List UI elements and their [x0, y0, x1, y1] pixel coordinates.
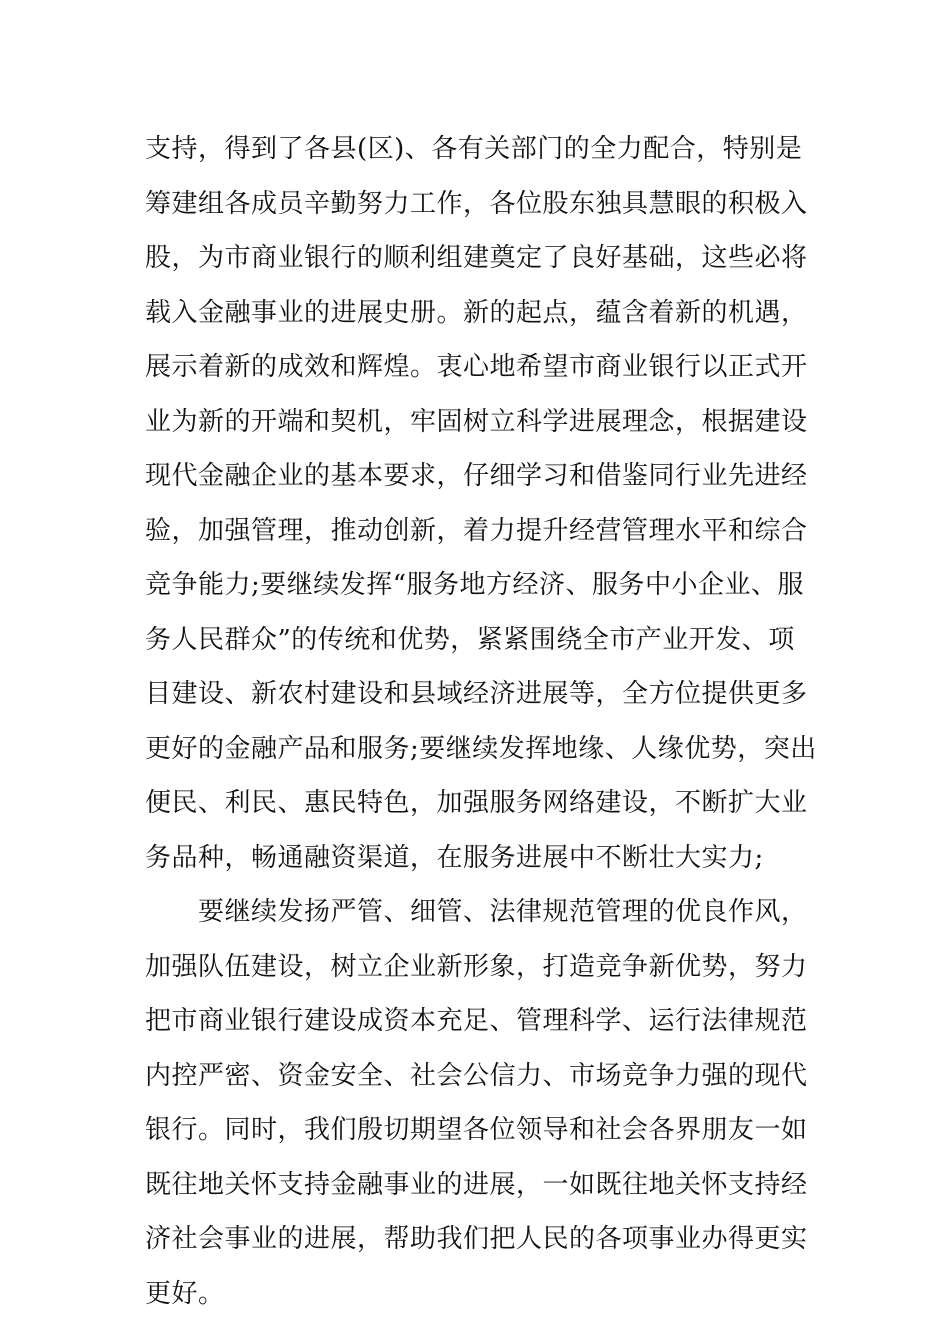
text-line: 银行。同时，我们殷切期望各位领导和社会各界朋友一如 — [145, 1115, 808, 1145]
text-line: 既往地关怀支持金融事业的进展，一如既往地关怀支持经 — [145, 1169, 808, 1200]
text-line: 验，加强管理，推动创新，着力提升经营管理水平和综合 — [145, 515, 808, 546]
text-line: 更好的金融产品和服务;要继续发挥地缘、人缘优势，突出 — [145, 733, 817, 764]
text-line: 竞争能力;要继续发挥“服务地方经济、服务中小企业、服 — [145, 570, 805, 600]
text-line: 便民、利民、惠民特色，加强服务网络建设，不断扩大业 — [145, 788, 808, 818]
text-line: 股，为市商业银行的顺利组建奠定了良好基础，这些必将 — [145, 243, 808, 273]
text-line: 更好。 — [145, 1278, 225, 1309]
text-line: 济社会事业的进展，帮助我们把人民的各项事业办得更实 — [145, 1224, 808, 1254]
text-line: 把市商业银行建设成资本充足、管理科学、运行法律规范 — [145, 1006, 808, 1036]
text-line: 加强队伍建设，树立企业新形象，打造竞争新优势，努力 — [145, 951, 808, 982]
text-line: 支持，得到了各县(区)、各有关部门的全力配合，特别是 — [145, 134, 803, 164]
text-line: 要继续发扬严管、细管、法律规范管理的优良作风， — [198, 897, 808, 927]
paragraph-2 — [145, 885, 810, 1321]
text-line: 内控严密、资金安全、社会公信力、市场竞争力强的现代 — [145, 1060, 808, 1091]
text-line: 目建设、新农村建设和县域经济进展等，全方位提供更多 — [145, 679, 808, 709]
text-line: 务人民群众”的传统和优势，紧紧围绕全市产业开发、项 — [145, 624, 795, 655]
text-line: 载入金融事业的进展史册。新的起点，蕴含着新的机遇， — [145, 297, 808, 328]
text-line: 筹建组各成员辛勤努力工作，各位股东独具慧眼的积极入 — [145, 188, 808, 219]
paragraph-1 — [145, 122, 817, 885]
text-line: 现代金融企业的基本要求，仔细学习和借鉴同行业先进经 — [145, 461, 808, 491]
text-line: 业为新的开端和契机，牢固树立科学进展理念，根据建设 — [145, 406, 808, 437]
text-line: 展示着新的成效和辉煌。衷心地希望市商业银行以正式开 — [145, 352, 808, 382]
body-text — [145, 122, 817, 1321]
text-line: 务品种，畅通融资渠道，在服务进展中不断壮大实力; — [145, 842, 764, 873]
